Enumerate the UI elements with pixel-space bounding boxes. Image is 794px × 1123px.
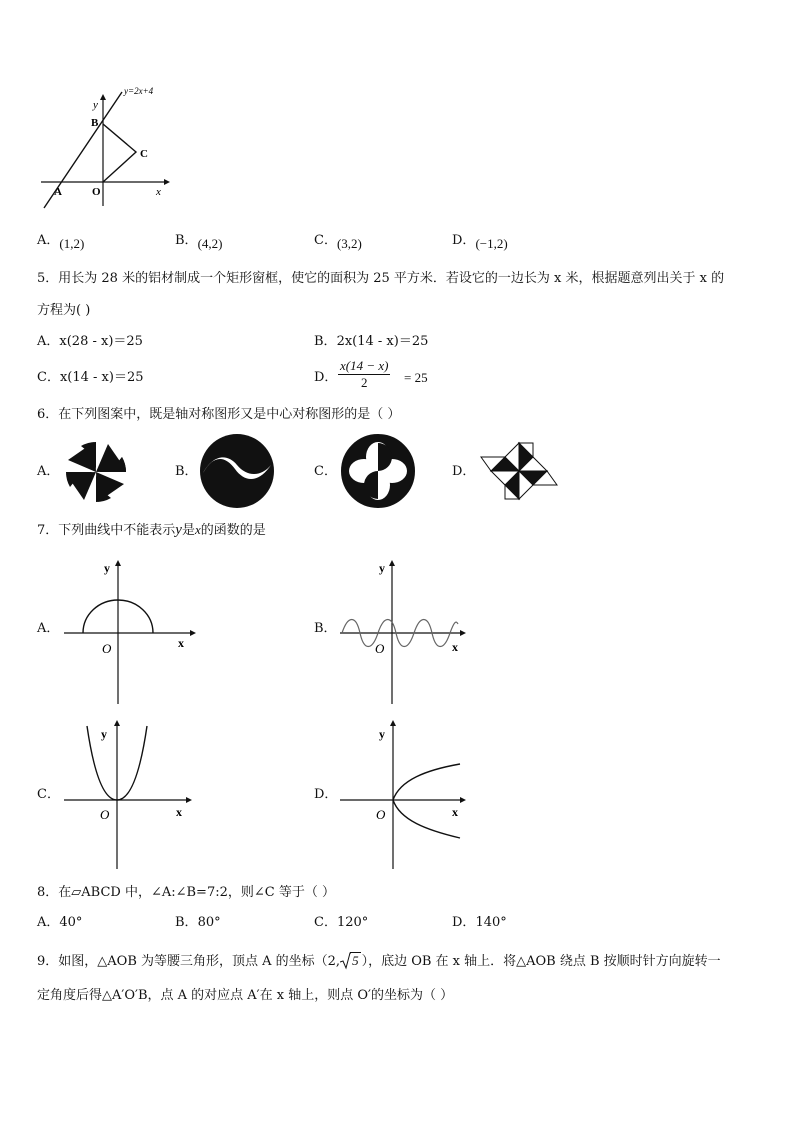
q5-option-c-label: C． <box>37 370 60 385</box>
q7-option-d-graph <box>336 714 476 872</box>
q8-option-c-value: 120° <box>336 915 369 930</box>
q5-option-d-numerator: x(14 − x) <box>340 358 389 373</box>
q4-origin: O <box>92 186 101 198</box>
q7-option-d-x-label: x <box>452 805 458 819</box>
q7-option-c-x-label: x <box>176 805 182 819</box>
q5-option-c-value: x(14 - x)＝25 <box>59 370 144 385</box>
q4-option-b <box>175 232 222 249</box>
q5-option-b-label: B． <box>314 334 337 349</box>
q5-question-line2: 方程为( ) <box>37 303 91 318</box>
q7-option-a-x-label: x <box>178 636 184 650</box>
q6-windmill-figure <box>478 441 560 501</box>
q7-question-pre: 7．下列曲线中不能表示 <box>37 523 176 538</box>
q9-sqrt-arg: 5 <box>352 953 359 968</box>
q4-y-arrow <box>100 94 106 100</box>
q5-option-a <box>37 334 143 350</box>
q4-line-label: y=2x+4 <box>124 86 154 96</box>
q4-option-c-label: C． <box>314 233 337 248</box>
q7-option-c-graph <box>60 714 200 872</box>
q7-question-post: 的函数的是 <box>200 523 266 538</box>
q8-option-a <box>37 915 82 931</box>
q7-option-d-curve <box>393 764 460 838</box>
q7-question-mid: 是 <box>181 523 195 538</box>
q8-option-b <box>175 915 221 931</box>
q4-point-b: B <box>91 117 99 129</box>
q6-wave-circle-figure <box>199 433 275 509</box>
q7-option-a-graph <box>60 552 200 707</box>
q7-option-a-label: A． <box>37 621 60 636</box>
q7-option-c-y-label: y <box>101 727 107 741</box>
q8-option-b-value: 80° <box>197 915 221 930</box>
q4-triangle <box>103 124 136 182</box>
q8-option-c <box>314 915 368 931</box>
q4-option-a-value: (1,2) <box>59 236 85 251</box>
q5-option-a-value: x(28 - x)＝25 <box>59 334 143 349</box>
q9-question-line2: 定角度后得△A′O′B，点 A 的对应点 A′在 x 轴上，则点 O′的坐标为（ ） <box>37 988 454 1003</box>
q7-var-x: x <box>194 522 201 537</box>
q4-y-label: y <box>93 99 98 111</box>
q6-option-a-label: A． <box>37 464 60 479</box>
q7-option-a-origin: O <box>102 641 112 656</box>
q4-figure <box>36 82 186 217</box>
q9-line1-post: ），底边 OB 在 x 轴上．将△AOB 绕点 B 按顺时针方向旋转一 <box>361 954 721 969</box>
q5-option-a-label: A． <box>37 334 60 349</box>
q4-option-c <box>314 232 362 249</box>
q5-option-c <box>37 370 144 386</box>
q7-option-b-x-label: x <box>452 640 458 654</box>
q6-option-c-label: C． <box>314 464 337 479</box>
q8-option-c-label: C． <box>314 915 337 930</box>
q4-point-a: A <box>54 186 62 198</box>
q7-question <box>37 522 266 539</box>
q4-option-a-label: A． <box>37 233 60 248</box>
q6-option-d-label: D． <box>452 464 476 479</box>
q4-option-a <box>37 232 84 249</box>
q5-option-b <box>314 334 428 350</box>
q8-option-b-label: B． <box>175 915 198 930</box>
q5-option-d-fraction <box>338 358 390 391</box>
q7-option-c-origin: O <box>100 807 110 822</box>
q7-option-a-y-label: y <box>104 561 110 575</box>
q4-option-c-value: (3,2) <box>336 236 362 251</box>
q8-option-d-value: 140° <box>475 915 507 930</box>
q9-question-line1 <box>37 953 721 970</box>
q9-line1-pre: 9．如图，△AOB 为等腰三角形，顶点 A 的坐标（2, <box>37 954 341 969</box>
q6-petal-circle-figure <box>340 433 416 509</box>
q4-option-d <box>452 232 508 249</box>
q8-question: 8．在▱ABCD 中，∠A:∠B=7:2，则∠C 等于（ ） <box>37 885 335 900</box>
q6-pinwheel-figure <box>64 440 128 504</box>
q4-option-b-label: B． <box>175 233 198 248</box>
q4-option-d-label: D． <box>452 233 476 248</box>
q7-option-d-label: D． <box>314 787 338 802</box>
q7-var-y: y <box>175 522 182 538</box>
q4-option-d-value: (−1,2) <box>475 236 508 251</box>
q7-option-b-label: B． <box>314 621 337 636</box>
q7-option-c-label: C． <box>37 787 60 802</box>
q5-option-d-label: D． <box>314 370 338 385</box>
q5-question-line1: 5．用长为 28 米的铝材制成一个矩形窗框，使它的面积为 25 平方米．若设它的一边长为 x 米，根据题意列出关于 x 的 <box>37 271 725 286</box>
q9-sqrt <box>341 954 361 969</box>
q7-option-d-origin: O <box>376 807 386 822</box>
q7-option-b-y-label: y <box>379 561 385 575</box>
q8-option-a-value: 40° <box>59 915 83 930</box>
q8-option-d <box>452 915 507 931</box>
q4-x-arrow <box>164 179 170 185</box>
q4-x-label: x <box>156 186 161 198</box>
q6-question: 6．在下列图案中，既是轴对称图形又是中心对称图形的是（ ） <box>37 407 401 422</box>
q9-sqrt-sign <box>340 952 351 970</box>
q5-option-b-value: 2x(14 - x)＝25 <box>336 334 429 349</box>
q7-option-d-y-label: y <box>379 727 385 741</box>
q8-option-d-label: D． <box>452 915 476 930</box>
q8-option-a-label: A． <box>37 915 60 930</box>
q6-option-b-label: B． <box>175 464 198 479</box>
q5-option-d-rest: = 25 <box>404 370 428 385</box>
q4-option-b-value: (4,2) <box>197 236 223 251</box>
q4-point-c: C <box>140 148 148 160</box>
q5-option-d-denominator: 2 <box>360 375 368 390</box>
q7-option-b-origin: O <box>375 641 385 656</box>
q7-option-b-graph <box>336 552 476 707</box>
